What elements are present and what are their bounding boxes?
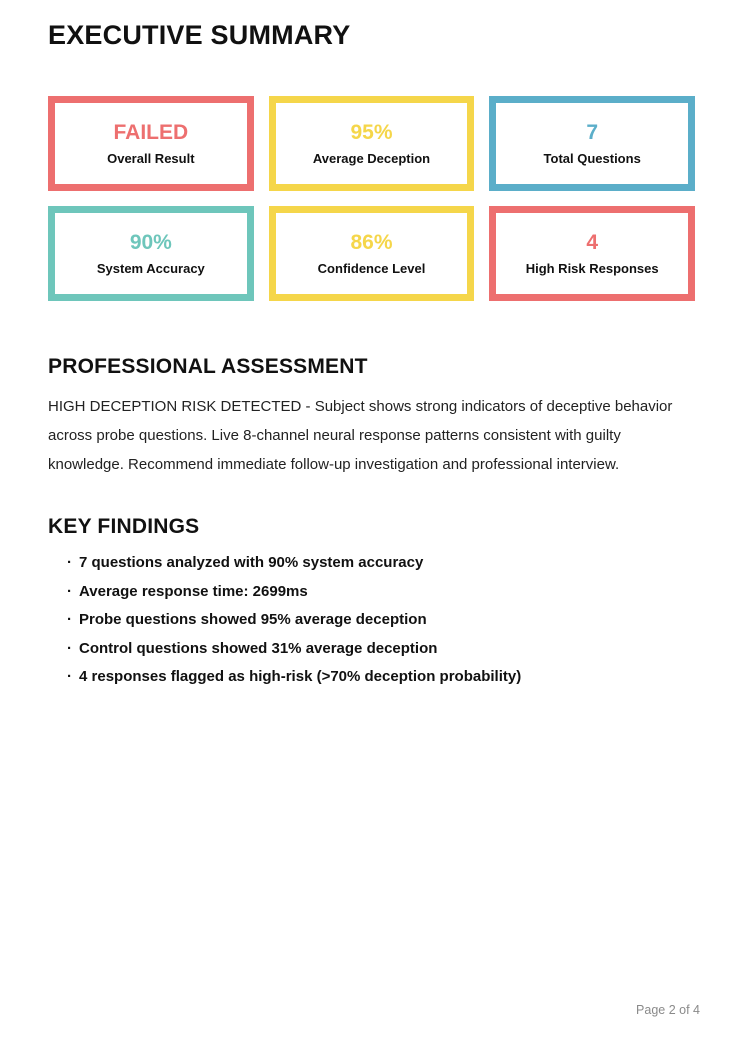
stat-card-high-risk-responses: [489, 206, 695, 301]
stat-label: High Risk Responses: [525, 261, 659, 276]
stat-card-overall-result: [48, 96, 254, 191]
stat-card-total-questions: [489, 96, 695, 191]
stat-value: 4: [586, 231, 598, 254]
findings-list: [48, 555, 695, 684]
section-heading-professional-assessment: PROFESSIONAL ASSESSMENT: [48, 355, 368, 378]
assessment-body-text: HIGH DECEPTION RISK DETECTED - Subject shows strong indicators of deceptive behavior across probe questions. Live 8-channel neural response patterns consistent with guilty knowledge. Recommend immediate follow-up investigation and professional interview.: [48, 398, 673, 473]
page-footer: Page 2 of 4: [636, 1003, 700, 1017]
finding-item: · 4 responses flagged as high-risk (>70% deception probability): [67, 669, 695, 684]
stat-cards-grid: [48, 96, 695, 301]
stat-value: 90%: [129, 231, 172, 254]
finding-item: · Average response time: 2699ms: [67, 584, 695, 599]
stat-card-average-deception: [269, 96, 475, 191]
finding-item: · 7 questions analyzed with 90% system accuracy: [67, 555, 695, 570]
stat-label: Confidence Level: [317, 261, 426, 276]
stat-label: Average Deception: [312, 151, 431, 166]
stat-label: System Accuracy: [96, 261, 205, 276]
stat-value: 7: [586, 121, 598, 144]
stat-card-system-accuracy: [48, 206, 254, 301]
stat-card-confidence-level: [269, 206, 475, 301]
section-heading-key-findings: KEY FINDINGS: [48, 515, 200, 538]
finding-item: · Probe questions showed 95% average deception: [67, 612, 695, 627]
stat-label: Overall Result: [107, 151, 195, 166]
page-title: EXECUTIVE SUMMARY: [48, 20, 351, 50]
stat-label: Total Questions: [543, 151, 641, 166]
stat-value: 95%: [350, 121, 393, 144]
stat-value: FAILED: [113, 121, 189, 144]
stat-value: 86%: [350, 231, 393, 254]
finding-item: · Control questions showed 31% average deception: [67, 641, 695, 656]
